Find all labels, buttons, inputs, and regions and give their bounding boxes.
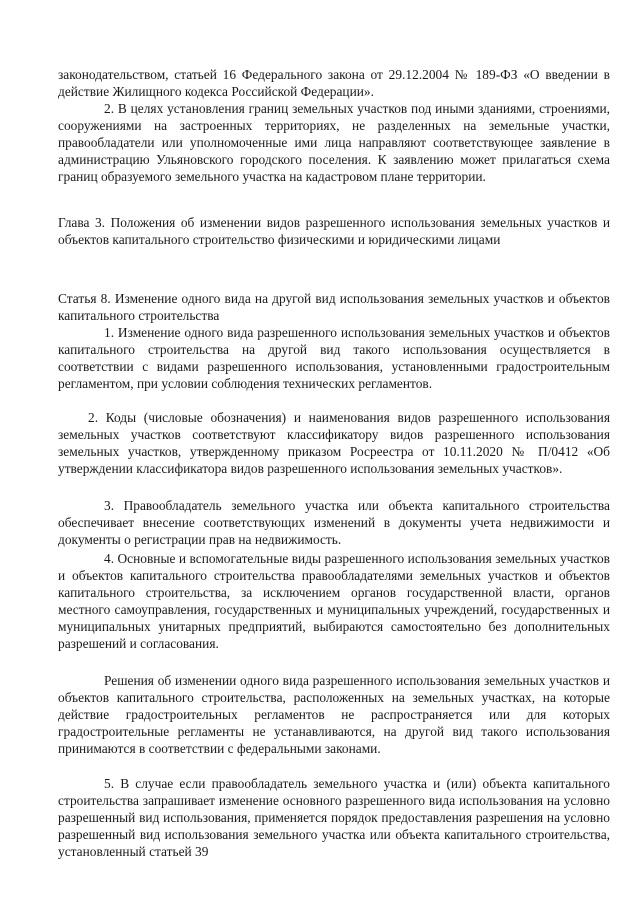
article-8-heading: Статья 8. Изменение одного вида на другой вид использования земельных участков и объектов капитального строительства bbox=[58, 291, 610, 323]
chapter-3-heading: Глава 3. Положения об изменении видов разрешенного использования земельных участков и объектов капитального строительство физическими и юридическими лицами bbox=[58, 215, 610, 247]
paragraph-item-5-conditional: 5. В случае если правообладатель земельного участка и (или) объекта капитального строительства запрашивает изменение основного разрешенного вида использования на условно разрешенный вид использования, применяется порядок предоставления разрешения на условно разрешенный вид использования земельного участка или объекта капитального строительства, установленный статьей 39 bbox=[58, 776, 610, 859]
paragraph-item-1-change: 1. Изменение одного вида разрешенного использования земельных участков и объектов капитального строительства на другой вид такого использования осуществляется в соответствии с видами разрешенного использования, установленными градостроительным регламентом, при условии соблюдения технических регламентов. bbox=[58, 325, 610, 391]
paragraph-item-2-boundaries: 2. В целях установления границ земельных участков под иными зданиями, строениями, сооружениями на застроенных территориях, не разделенных на земельные участки, правообладатели или уполномоченные ими лица направляют соответствующее заявление в администрацию Ульяновского городского поселения. К заявлению может прилагаться схема границ образуемого земельного участка на кадастровом плане территории. bbox=[58, 101, 610, 184]
paragraph-item-2-codes: 2. Коды (числовые обозначения) и наименования видов разрешенного использования земельных участков соответствуют классификатору видов разрешенного использования земельных участков, утвержденному приказом Росреестра от 10.11.2020 № П/0412 «Об утверждении классификатора видов разрешенного использования земельных участков». bbox=[58, 410, 610, 476]
paragraph-item-4-main-types: 4. Основные и вспомогательные виды разрешенного использования земельных участков и объектов капитального строительства правообладателями земельных участков и объектов капитального строительства, за исключением органов государственной власти, органов местного самоуправления, государственных и муниципальных учреждений, государственных и муниципальных унитарных предприятий, выбираются самостоятельно без дополнительных разрешений и согласования. bbox=[58, 551, 610, 651]
paragraph-law-reference: законодательством, статьей 16 Федерального закона от 29.12.2004 № 189-ФЗ «О введении в действие Жилищного кодекса Российской Федерации». bbox=[58, 67, 610, 99]
paragraph-decisions: Решения об изменении одного вида разрешенного использования земельных участков и объектов капитального строительства, расположенных на земельных участках, на которые действие градостроительных регламентов не распространяется или для которых градостроительные регламенты не устанавливаются, на другой вид такого использования принимаются в соответствии с федеральными законами. bbox=[58, 673, 610, 756]
paragraph-item-3-owner: 3. Правообладатель земельного участка или объекта капитального строительства обеспечивает внесение соответствующих изменений в документы учета недвижимости и документы о регистрации прав на недвижимость. bbox=[58, 498, 610, 547]
